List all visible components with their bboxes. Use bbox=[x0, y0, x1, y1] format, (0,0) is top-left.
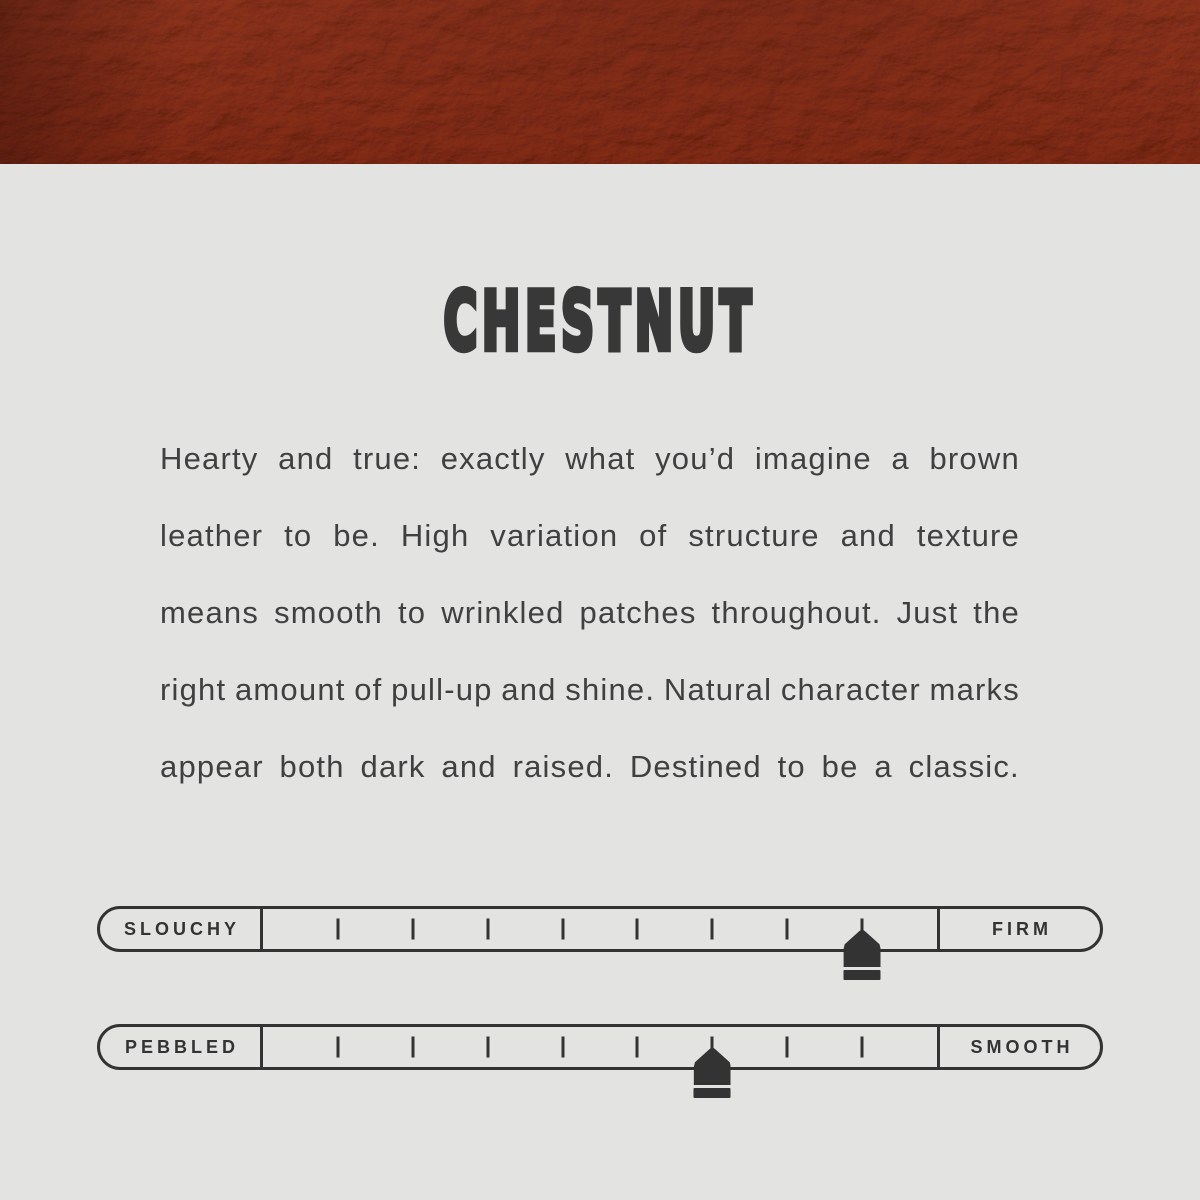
description-word: variation bbox=[490, 518, 619, 553]
scale-tick bbox=[411, 919, 414, 940]
description-word: a bbox=[891, 441, 910, 476]
scale-tick bbox=[636, 919, 639, 940]
description-word: exactly bbox=[440, 441, 546, 476]
scale-tick bbox=[711, 919, 714, 940]
description-word: true: bbox=[353, 441, 422, 476]
description-line bbox=[160, 497, 1020, 574]
description-word: throughout. bbox=[711, 595, 882, 630]
marker-base-bar bbox=[694, 1088, 731, 1098]
description-word: to bbox=[284, 518, 313, 553]
leather-shading-overlay bbox=[0, 0, 1200, 164]
swatch-title bbox=[0, 256, 1200, 388]
description-word: shine. bbox=[565, 672, 656, 707]
description-word: leather bbox=[160, 518, 264, 553]
scale-marker bbox=[694, 1047, 731, 1098]
description-word: wrinkled bbox=[441, 595, 565, 630]
description-word: be bbox=[821, 749, 859, 784]
scale-tick bbox=[636, 1037, 639, 1058]
description-word: what bbox=[565, 441, 636, 476]
description-word: marks bbox=[929, 672, 1020, 707]
description-line bbox=[160, 651, 1020, 728]
scale-right-label: FIRM bbox=[992, 918, 1052, 939]
texture-scale bbox=[97, 1024, 1103, 1070]
scale-tick bbox=[786, 919, 789, 940]
scale-tick bbox=[336, 919, 339, 940]
scale-tick bbox=[861, 1037, 864, 1058]
description-word: of bbox=[354, 672, 383, 707]
firmness-scale bbox=[97, 906, 1103, 952]
description-word: and bbox=[501, 672, 557, 707]
description-word: Just bbox=[896, 595, 959, 630]
description-word: smooth bbox=[274, 595, 383, 630]
description-word: brown bbox=[929, 441, 1020, 476]
scale-tick bbox=[561, 919, 564, 940]
description-word: pull-up bbox=[391, 672, 493, 707]
description-word: raised. bbox=[512, 749, 615, 784]
description-word: and bbox=[840, 518, 896, 553]
marker-pointer-icon bbox=[844, 929, 881, 967]
scale-left-label: PEBBLED bbox=[124, 1036, 239, 1057]
scale-right-label: SMOOTH bbox=[970, 1036, 1074, 1057]
swatch-description bbox=[160, 420, 1020, 805]
scale-right-cap bbox=[937, 1027, 1100, 1067]
description-word: patches bbox=[579, 595, 697, 630]
leather-swatch-photo bbox=[0, 0, 1200, 164]
description-line bbox=[160, 420, 1020, 497]
description-word: means bbox=[160, 595, 260, 630]
description-line bbox=[160, 574, 1020, 651]
description-line bbox=[160, 728, 1020, 805]
scale-track bbox=[263, 909, 937, 949]
description-word: to bbox=[777, 749, 806, 784]
scale-tick bbox=[561, 1037, 564, 1058]
description-word: structure bbox=[688, 518, 820, 553]
description-word: texture bbox=[916, 518, 1020, 553]
description-word: the bbox=[973, 595, 1020, 630]
description-word: dark bbox=[360, 749, 426, 784]
description-word: both bbox=[279, 749, 345, 784]
marker-pointer-icon bbox=[694, 1047, 731, 1085]
description-word: of bbox=[639, 518, 668, 553]
scale-left-label: SLOUCHY bbox=[123, 918, 240, 939]
scale-tick bbox=[411, 1037, 414, 1058]
scale-tick bbox=[786, 1037, 789, 1058]
description-word: imagine bbox=[754, 441, 872, 476]
description-word: character bbox=[780, 672, 921, 707]
description-word: amount bbox=[234, 672, 346, 707]
description-word: be. bbox=[333, 518, 380, 553]
description-word: and bbox=[441, 749, 497, 784]
swatch-title-text: CHESTNUT bbox=[443, 275, 757, 369]
description-word: you’d bbox=[655, 441, 736, 476]
scale-right-cap bbox=[937, 909, 1100, 949]
scale-left-cap bbox=[100, 909, 263, 949]
scale-tick bbox=[486, 919, 489, 940]
description-word: Natural bbox=[663, 672, 773, 707]
scale-tick bbox=[336, 1037, 339, 1058]
description-word: a bbox=[874, 749, 893, 784]
description-word: Destined bbox=[629, 749, 762, 784]
scale-track bbox=[263, 1027, 937, 1067]
description-word: to bbox=[397, 595, 427, 630]
description-word: High bbox=[400, 518, 470, 553]
description-word: appear bbox=[160, 749, 264, 784]
marker-base-bar bbox=[844, 970, 881, 980]
description-word: Hearty bbox=[160, 441, 259, 476]
description-word: right bbox=[160, 672, 227, 707]
scale-marker bbox=[844, 929, 881, 980]
description-word: and bbox=[278, 441, 334, 476]
scale-tick bbox=[486, 1037, 489, 1058]
description-word: classic. bbox=[908, 749, 1020, 784]
scale-left-cap bbox=[100, 1027, 263, 1067]
